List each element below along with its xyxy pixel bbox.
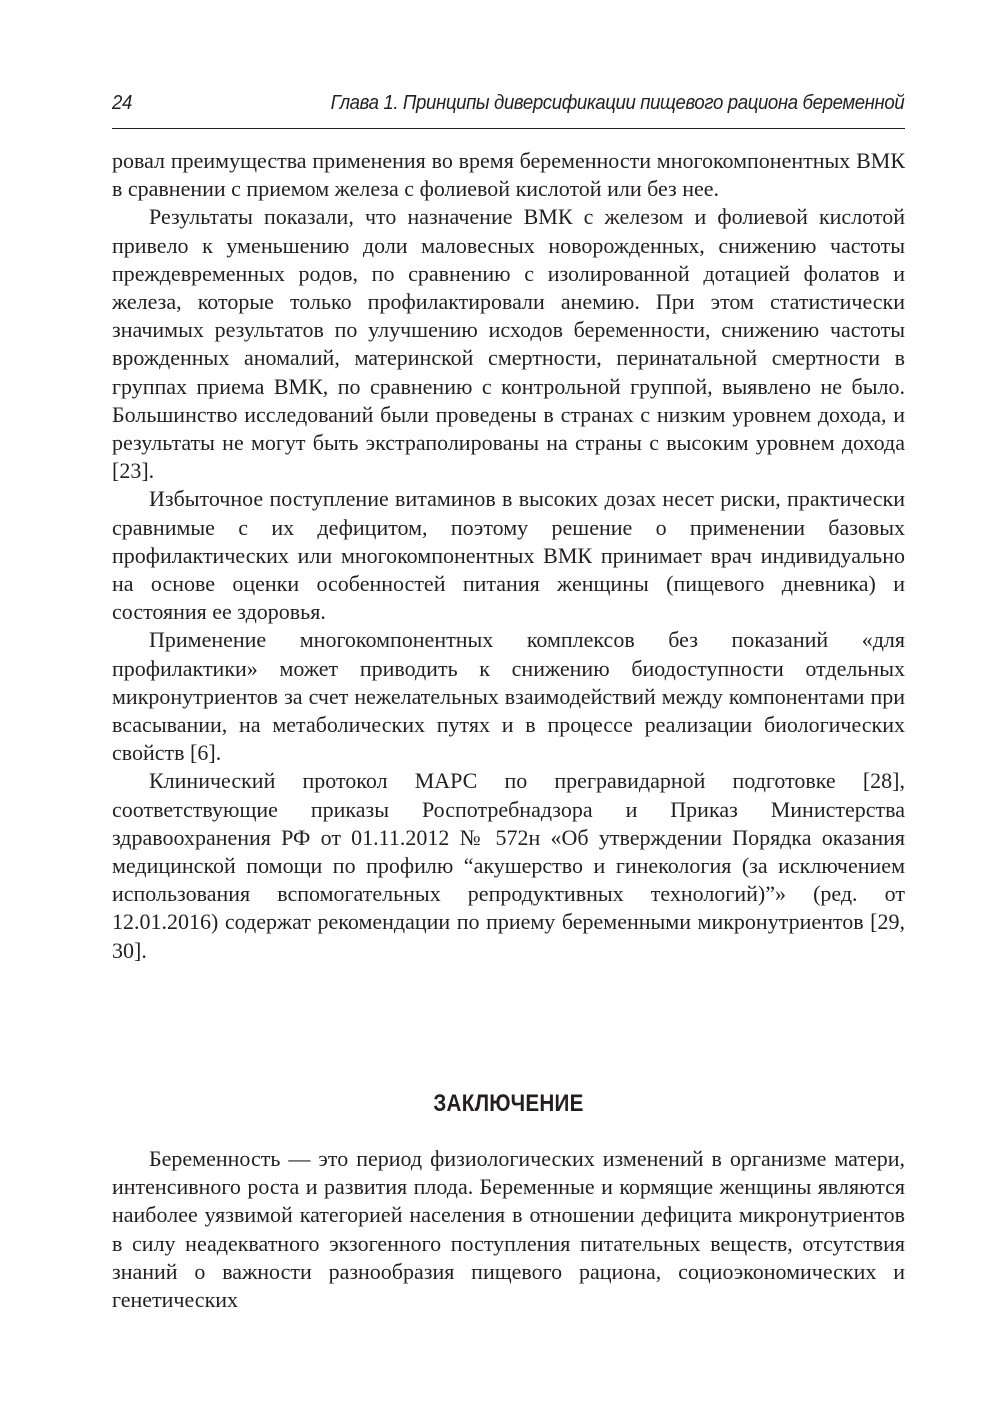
paragraph-continuation: ровал преимущества применения во время беременности многокомпонентных ВМК в сравнении с приемом железа с фолиевой кислотой или без нее.	[112, 148, 905, 202]
paragraph-protocol: Клинический протокол МАРС по прегравидарной подготовке [28], соответствующие приказы Роспотребнадзора и Приказ Министерства здравоохранения РФ от 01.11.2012 № 572н «Об утверждении Порядка оказания медицинской помощи по профилю “акушерство и гинекология (за исключением использования вспомогательных репродуктивных технологий)”» (ред. от 12.01.2016) содержат рекомендации по приему беременными микронутриентов [29, 30].	[112, 768, 905, 963]
paragraph-results: Результаты показали, что назначение ВМК с железом и фолиевой кислотой привело к уменьшению доли маловесных новорожденных, снижению частоты преждевременных родов, по сравнению с изолированной дотацией фолатов и железа, которые только профилактировали анемию. При этом статистически значимых результатов по улучшению исходов беременности, снижению частоты врожденных аномалий, материнской смертности, перинатальной смертности в группах приема ВМК, по сравнению с контрольной группой, выявлено не было. Большинство исследований были проведены в странах с низким уровнем дохода, и результаты не могут быть экстраполированы на страны с высоким уровнем дохода [23].	[112, 204, 905, 484]
conclusion-text	[112, 1145, 905, 1314]
running-header	[112, 88, 904, 120]
paragraph-excess-vitamins: Избыточное поступление витаминов в высоких дозах несет риски, практически сравнимые с их дефицитом, поэтому решение о применении базовых профилактических или многокомпонентных ВМК принимает врач индивидуально на основе оценки особенностей питания женщины (пищевого дневника) и состояния ее здоровья.	[112, 486, 905, 625]
conclusion-section	[112, 1090, 905, 1314]
paragraph-conclusion: Беременность — это период физиологических изменений в организме матери, интенсивного роста и развития плода. Беременные и кормящие женщины являются наиболее уязвимой категорией населения в отношении дефицита микронутриентов в силу неадекватного экзогенного поступления питательных веществ, отсутствия знаний о важности разнообразия пищевого рациона, социоэкономических и генетических	[112, 1146, 905, 1313]
book-page	[112, 0, 905, 1420]
header-divider	[112, 128, 905, 129]
page-number: 24	[112, 92, 132, 114]
section-heading: ЗАКЛЮЧЕНИЕ	[433, 1090, 584, 1117]
chapter-title: Глава 1. Принципы диверсификации пищевого рациона беременной	[330, 92, 905, 114]
paragraph-multicomponent: Применение многокомпонентных комплексов без показаний «для профилактики» может приводить к снижению биодоступности отдельных микронутриентов за счет нежелательных взаимодействий между компонентами при всасывании, на метаболических путях и в процессе реализации биологических свойств [6].	[112, 627, 905, 766]
main-text	[112, 147, 905, 965]
